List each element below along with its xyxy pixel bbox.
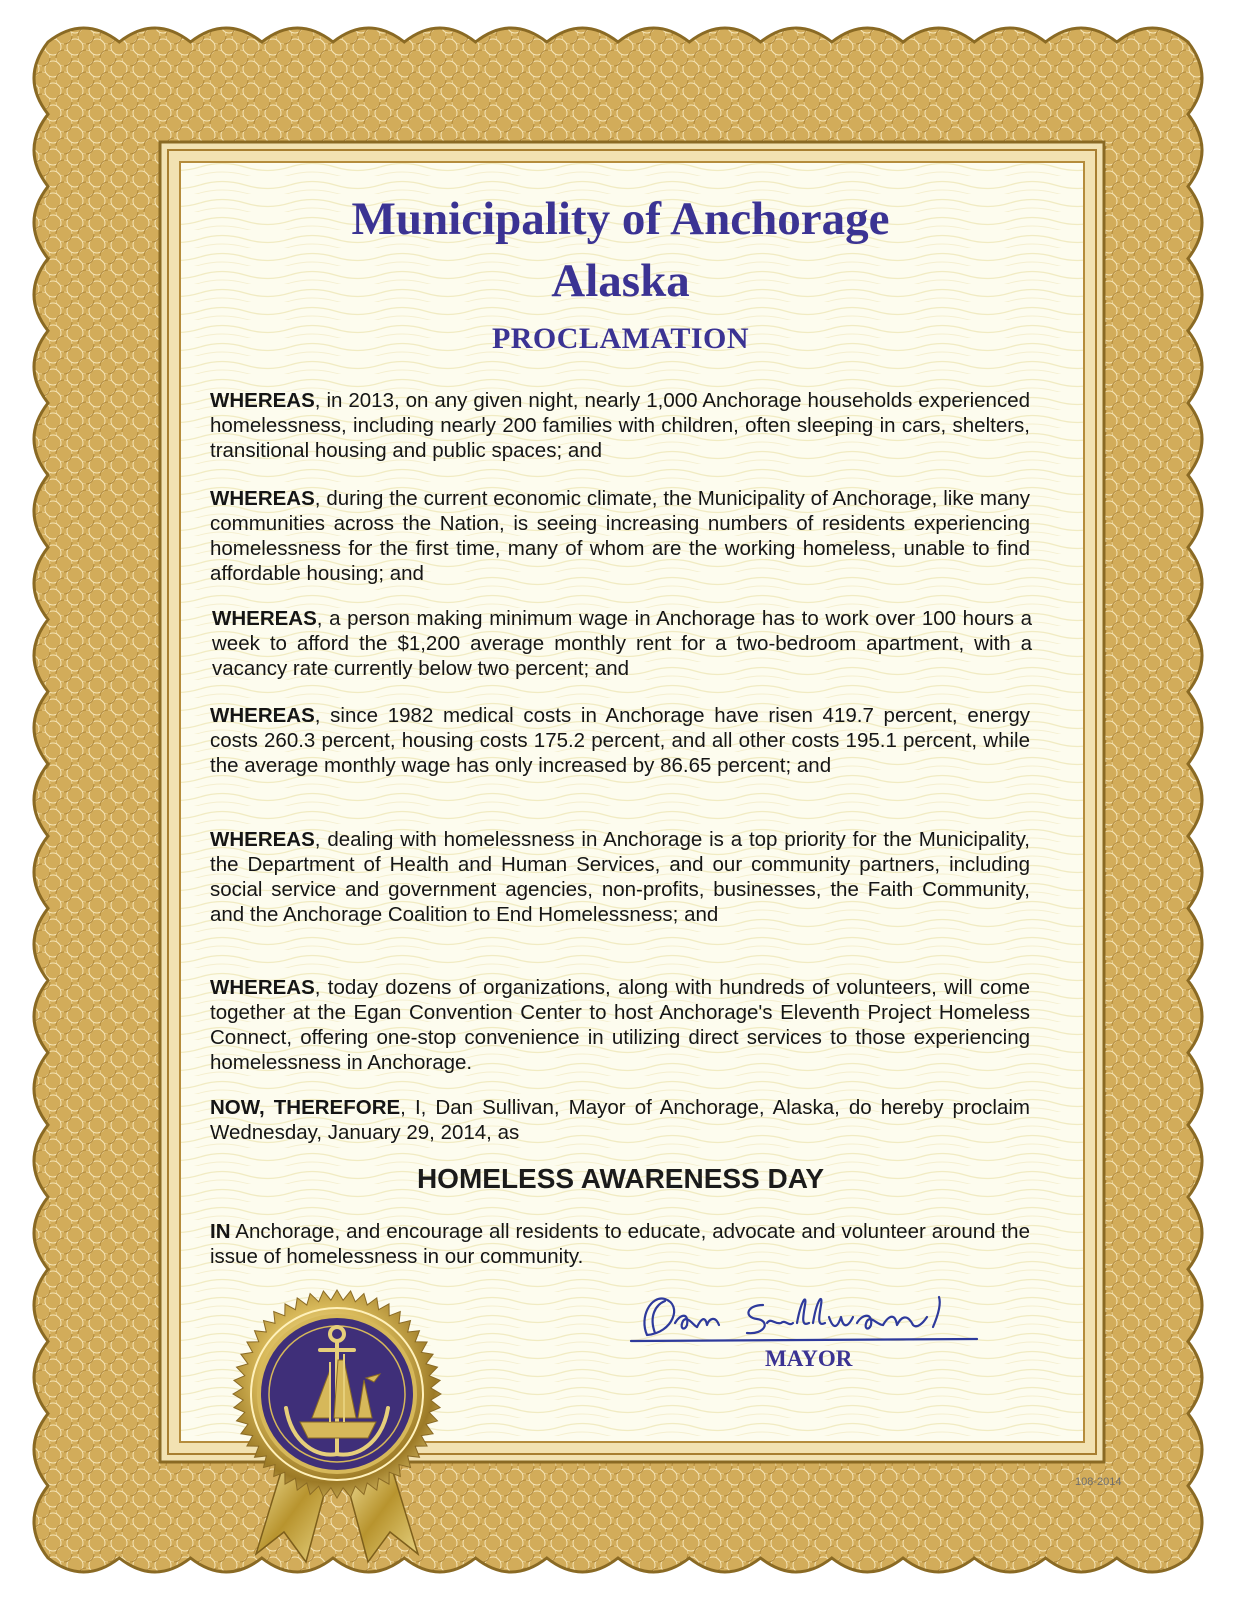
municipal-seal <box>222 1282 452 1566</box>
paragraph-lead: WHEREAS <box>212 607 317 630</box>
certificate <box>20 14 1216 1586</box>
municipality-title: Municipality of Anchorage <box>351 193 890 245</box>
mayor-signature <box>625 1283 995 1353</box>
paragraph-text: , today dozens of organizations, along with hundreds of volunteers, will come together at the Egan Convention Center to host Anchorage's Eleventh Project Homeless Connect, offering one-stop convenience in utilizing direct services to those experiencing homelessness in Anchorage. <box>210 976 1030 1074</box>
certificate-border <box>20 14 1216 1586</box>
declaration-heading: HOMELESS AWARENESS DAY <box>416 1163 825 1194</box>
state-title: Alaska <box>551 255 690 307</box>
form-number: 108-2014 <box>1075 1476 1122 1488</box>
document-type-heading: PROCLAMATION <box>491 322 750 355</box>
paragraph-text: Anchorage, and encourage all residents to educate, advocate and volunteer around the issue of homelessness in our community. <box>210 1220 1030 1268</box>
paragraph-lead: IN <box>210 1220 231 1243</box>
paragraph-text: , during the current economic climate, the Municipality of Anchorage, like many communities across the Nation, is seeing increasing numbers of residents experiencing homelessness for the first time, many of whom are the working homeless, unable to find affordable housing; and <box>210 487 1030 585</box>
paragraph-lead: WHEREAS <box>210 704 315 727</box>
paragraph-lead: WHEREAS <box>210 389 315 412</box>
paragraph-lead: WHEREAS <box>210 828 315 851</box>
paragraph-lead: WHEREAS <box>210 976 315 999</box>
paragraph-lead: WHEREAS <box>210 487 315 510</box>
whereas-paragraph-5 <box>210 827 1030 927</box>
whereas-paragraph-2 <box>210 486 1030 586</box>
paragraph-lead: NOW, THEREFORE <box>210 1096 401 1119</box>
mayor-title: MAYOR <box>765 1346 853 1371</box>
whereas-paragraph-4 <box>210 703 1030 778</box>
paragraph-text: , since 1982 medical costs in Anchorage have risen 419.7 percent, energy costs 260.3 percent, housing costs 175.2 percent, and all other costs 195.1 percent, while the average monthly wage has only increased by 86.65 percent; and <box>210 704 1030 777</box>
whereas-paragraph-3 <box>212 606 1032 681</box>
whereas-paragraph-1 <box>210 388 1030 463</box>
paragraph-text: , I, Dan Sullivan, Mayor of Anchorage, Alaska, do hereby proclaim Wednesday, January 29, 2014, as <box>210 1096 1030 1144</box>
paragraph-text: , dealing with homelessness in Anchorage is a top priority for the Municipality, the Department of Health and Human Services, and our community partners, including social service and government agencies, non-profits, businesses, the Faith Community, and the Anchorage Coalition to End Homelessness; and <box>210 828 1030 926</box>
closing-paragraph <box>210 1219 1030 1269</box>
paragraph-text: , a person making minimum wage in Anchorage has to work over 100 hours a week to afford the $1,200 average monthly rent for a two-bedroom apartment, with a vacancy rate currently below two percent; and <box>212 607 1032 680</box>
therefore-paragraph <box>210 1095 1030 1145</box>
whereas-paragraph-6 <box>210 975 1030 1075</box>
paragraph-text: , in 2013, on any given night, nearly 1,000 Anchorage households experienced homelessness, including nearly 200 families with children, often sleeping in cars, shelters, transitional housing and public spaces; and <box>210 389 1030 462</box>
